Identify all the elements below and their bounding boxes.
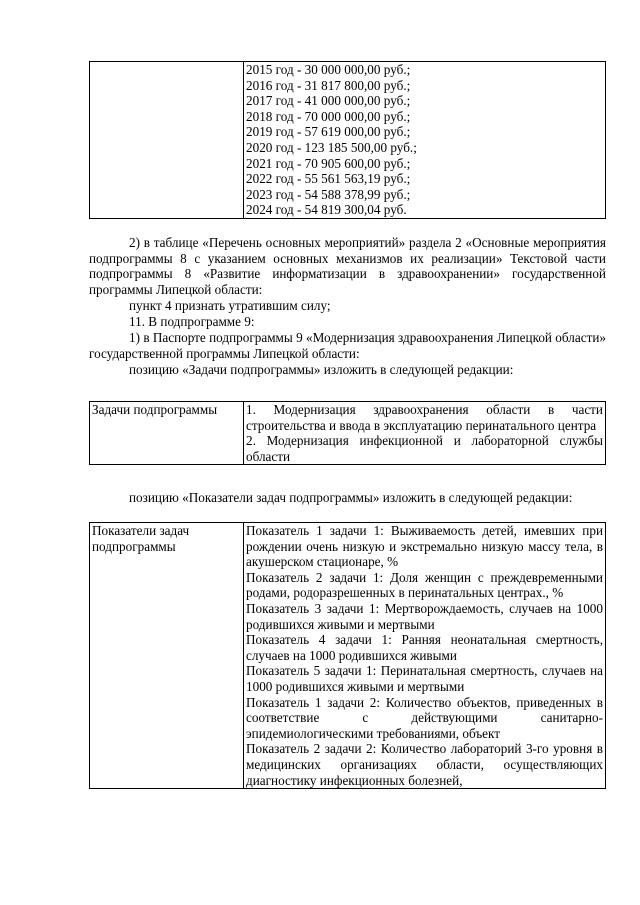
paragraph-passport: 1) в Паспорте подпрограммы 9 «Модернизация здравоохранения Липецкой области» государственной программы Липецкой области: [89, 330, 606, 361]
indicators-label-cell: Показатели задач подпрограммы [90, 523, 244, 789]
paragraph-item-void: пункт 4 признать утратившим силу; [129, 298, 331, 313]
indicator-item: Показатель 1 задачи 1: Выживаемость детей, имевших при рождении очень низкую и экстремально низкую массу тела, в акушерском стационаре, % [246, 523, 603, 570]
table-row [90, 523, 606, 789]
funding-cell [244, 62, 606, 219]
paragraph-tasks-position: позицию «Задачи подпрограммы» изложить в следующей редакции: [129, 362, 514, 377]
funding-year-line: 2016 год - 31 817 800,00 руб.; [246, 77, 411, 93]
funding-year-line: 2018 год - 70 000 000,00 руб.; [246, 108, 411, 124]
indicator-item: Показатель 3 задачи 1: Мертворождаемость, случаев на 1000 родившихся живыми и мертвыми [246, 600, 603, 632]
funding-year-line: 2024 год - 54 819 300,04 руб. [246, 202, 407, 218]
indicators-content-cell [244, 523, 606, 789]
task-item: 2. Модернизация инфекционной и лабораторной службы области [246, 433, 603, 464]
funding-year-line: 2022 год - 55 561 563,19 руб.; [246, 171, 411, 187]
task-item: 1. Модернизация здравоохранения области в части строительства и ввода в эксплуатацию перинатального центра [246, 402, 603, 433]
indicator-item: Показатель 2 задачи 2: Количество лабораторий 3-го уровня в медицинских организациях области, осуществляющих диагностику инфекционных болезней, [246, 741, 603, 788]
indicator-item: Показатель 5 задачи 1: Перинатальная смертность, случаев на 1000 родившихся живыми и мертвыми [246, 663, 603, 694]
tasks-table [89, 401, 606, 465]
paragraph-table-change: 2) в таблице «Перечень основных мероприятий» раздела 2 «Основные мероприятия подпрограммы 8 с указанием основных механизмов их реализации» Текстовой части подпрограммы 8 «Развитие информатизации в здравоохранении» государственной программы Липецкой области: [89, 235, 606, 297]
paragraph-subprogram-9: 11. В подпрограмме 9: [129, 314, 255, 329]
funding-year-line: 2015 год - 30 000 000,00 руб.; [246, 62, 411, 77]
table-row [90, 402, 606, 465]
indicators-table [89, 522, 606, 789]
funding-year-line: 2017 год - 41 000 000,00 руб.; [246, 93, 411, 109]
funding-year-line: 2020 год - 123 185 500,00 руб.; [246, 139, 417, 155]
funding-table [89, 61, 606, 219]
indicator-item: Показатель 4 задачи 1: Ранняя неонатальная смертность, случаев на 1000 родившихся живыми [246, 632, 603, 663]
funding-year-line: 2023 год - 54 588 378,99 руб.; [246, 186, 411, 202]
paragraph-indicators-position: позицию «Показатели задач подпрограммы» изложить в следующей редакции: [129, 490, 573, 505]
funding-year-line: 2021 год - 70 905 600,00 руб.; [246, 155, 411, 171]
indicator-item: Показатель 1 задачи 2: Количество объектов, приведенных в соответствие с действующими санитарно-эпидемиологическими требованиями, объект [246, 694, 603, 741]
tasks-label-cell: Задачи подпрограммы [90, 402, 244, 465]
table-row [90, 62, 606, 219]
tasks-content-cell [244, 402, 606, 465]
empty-cell [90, 62, 244, 219]
funding-year-line: 2019 год - 57 619 000,00 руб.; [246, 124, 411, 140]
indicator-item: Показатель 2 задачи 1: Доля женщин с преждевременными родами, родоразрешенных в перинатальных центрах., % [246, 569, 603, 601]
